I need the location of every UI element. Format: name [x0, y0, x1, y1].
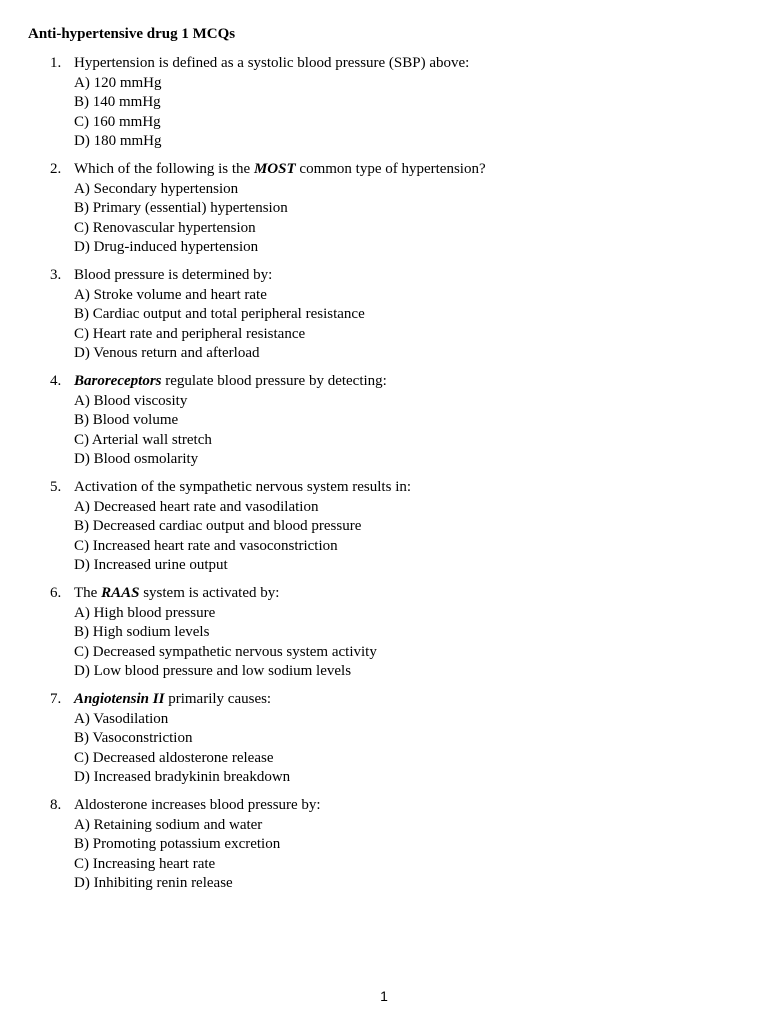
answer-option-a: A) Blood viscosity — [74, 392, 188, 409]
answer-option-b: B) Promoting potassium excretion — [74, 836, 281, 852]
answer-option-b: B) Decreased cardiac output and blood pressure — [74, 518, 362, 534]
question-5 — [0, 478, 768, 576]
answer-option-d: D) Venous return and afterload — [74, 345, 260, 361]
answer-option-c: C) Arterial wall stretch — [74, 431, 212, 448]
question-stem-suffix: regulate blood pressure by detecting: — [161, 373, 387, 389]
answer-option-d: D) Low blood pressure and low sodium levels — [74, 663, 352, 679]
answer-option-a: A) Retaining sodium and water — [74, 816, 263, 833]
answer-option-d: D) Increased bradykinin breakdown — [74, 769, 291, 785]
question-stem-suffix: common type of hypertension? — [295, 161, 486, 177]
question-stem-prefix: Activation of the sympathetic nervous system results in: — [74, 479, 412, 495]
answer-option-c: C) Increasing heart rate — [74, 855, 216, 872]
question-stem-prefix: The — [74, 585, 102, 601]
question-stem-emphasis: Angiotensin II — [74, 691, 165, 707]
answer-option-b: B) High sodium levels — [74, 624, 210, 640]
question-number: 5. — [50, 479, 62, 495]
answer-option-a: A) 120 mmHg — [74, 74, 162, 91]
document-title: Anti-hypertensive drug 1 MCQs — [28, 26, 236, 42]
answer-option-a: A) Vasodilation — [74, 710, 169, 727]
question-stem — [74, 796, 768, 816]
answer-option-c: C) 160 mmHg — [74, 113, 161, 130]
question-stem — [74, 584, 768, 604]
answer-option-a: A) Decreased heart rate and vasodilation — [74, 498, 319, 515]
question-list — [0, 54, 768, 902]
question-number: 8. — [50, 797, 62, 813]
question-stem — [74, 478, 768, 498]
question-2 — [0, 160, 768, 258]
question-stem — [74, 372, 768, 392]
question-3 — [0, 266, 768, 364]
question-number: 7. — [50, 691, 62, 707]
answer-option-d: D) Inhibiting renin release — [74, 875, 233, 891]
answer-option-b: B) Blood volume — [74, 412, 179, 428]
answer-option-a: A) Secondary hypertension — [74, 180, 239, 197]
answer-option-b: B) 140 mmHg — [74, 94, 161, 110]
question-stem — [74, 54, 768, 74]
question-6 — [0, 584, 768, 682]
question-stem-prefix: Which of the following is the — [74, 161, 254, 177]
question-number: 1. — [50, 55, 62, 71]
answer-option-a: A) Stroke volume and heart rate — [74, 286, 267, 303]
answer-option-d: D) 180 mmHg — [74, 133, 162, 149]
answer-option-c: C) Heart rate and peripheral resistance — [74, 325, 306, 342]
question-stem-prefix: Aldosterone increases blood pressure by: — [74, 797, 321, 813]
question-4 — [0, 372, 768, 470]
question-stem — [74, 266, 768, 286]
question-stem-emphasis: MOST — [253, 161, 296, 177]
question-8 — [0, 796, 768, 894]
question-stem-emphasis: RAAS — [101, 585, 140, 601]
question-number: 4. — [50, 373, 62, 389]
answer-option-c: C) Renovascular hypertension — [74, 219, 256, 236]
question-stem-suffix: system is activated by: — [139, 585, 280, 601]
question-number: 3. — [50, 267, 62, 283]
answer-option-b: B) Cardiac output and total peripheral resistance — [74, 306, 365, 322]
question-7 — [0, 690, 768, 788]
answer-option-c: C) Decreased aldosterone release — [74, 749, 274, 766]
answer-option-c: C) Decreased sympathetic nervous system activity — [74, 643, 377, 660]
answer-option-d: D) Increased urine output — [74, 557, 228, 573]
question-number: 2. — [50, 161, 62, 177]
question-1 — [0, 54, 768, 152]
question-stem — [74, 690, 768, 710]
question-number: 6. — [50, 585, 62, 601]
question-stem-prefix: Hypertension is defined as a systolic blood pressure (SBP) above: — [74, 55, 470, 71]
question-stem-suffix: primarily causes: — [164, 691, 272, 707]
question-stem-prefix: Blood pressure is determined by: — [74, 267, 273, 283]
page-number: 1 — [380, 988, 388, 1004]
answer-option-c: C) Increased heart rate and vasoconstriction — [74, 537, 338, 554]
answer-option-d: D) Blood osmolarity — [74, 451, 199, 467]
answer-option-d: D) Drug-induced hypertension — [74, 239, 259, 255]
question-stem — [74, 160, 768, 180]
answer-option-b: B) Primary (essential) hypertension — [74, 200, 288, 216]
question-stem-emphasis: Baroreceptors — [74, 373, 162, 389]
answer-option-a: A) High blood pressure — [74, 604, 216, 621]
answer-option-b: B) Vasoconstriction — [74, 730, 193, 746]
